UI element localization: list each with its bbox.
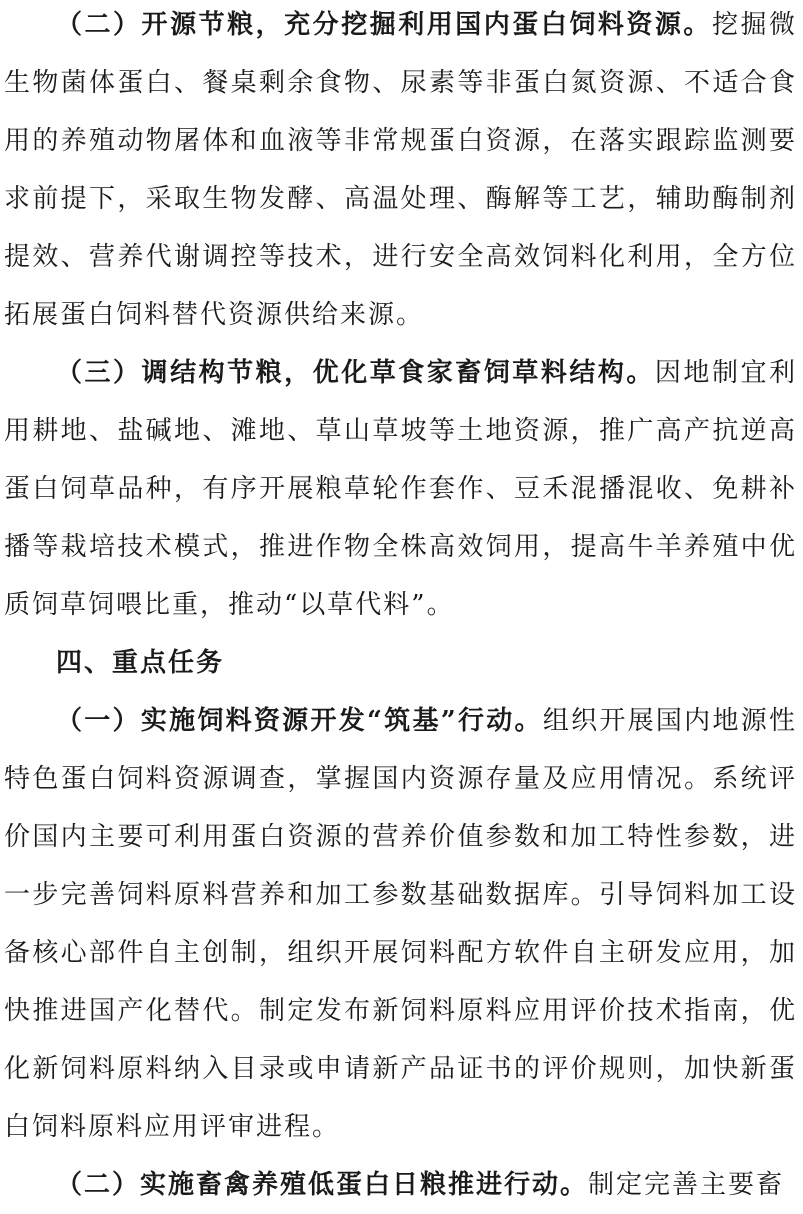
paragraph-body: 组织开展国内地源性特色蛋白饲料资源调查，掌握国内资源存量及应用情况。系统评价国内主要可利用蛋白资源的营养价值参数和加工特性参数，进一步完善饲料原料营养和加工参数基础数据库。引导饲料加工设备核心部件自主创制，组织开展饲料配方软件自主研发应用，加快推进国产化替代。制定发布新饲料原料应用评价技术指南，优化新饲料原料纳入目录或申请新产品证书的评价规则，加快新蛋白饲料原料应用评审进程。 xyxy=(4,706,797,1142)
section-heading-key-tasks: 四、重点任务 xyxy=(56,648,225,678)
paragraph-lead: （二）实施畜禽养殖低蛋白日粮推进行动。 xyxy=(56,1170,589,1200)
paragraph-open-source-grain-saving xyxy=(4,0,797,344)
paragraph-structure-grain-saving xyxy=(4,344,797,634)
paragraph-lead: （二）开源节粮，充分挖掘利用国内蛋白饲料资源。 xyxy=(56,10,712,40)
paragraph-body: 挖掘微生物菌体蛋白、餐桌剩余食物、尿素等非蛋白氮资源、不适合食用的养殖动物屠体和血液等非常规蛋白资源，在落实跟踪监测要求前提下，采取生物发酵、高温处理、酶解等工艺，辅助酶制剂提效、营养代谢调控等技术，进行安全高效饲料化利用，全方位拓展蛋白饲料替代资源供给来源。 xyxy=(4,10,797,330)
paragraph-body: 制定完善主要畜 xyxy=(588,1170,785,1200)
paragraph-lead: （一）实施饲料资源开发“筑基”行动。 xyxy=(56,706,543,736)
paragraph-body: 因地制宜利用耕地、盐碱地、滩地、草山草坡等土地资源，推广高产抗逆高蛋白饲草品种，有序开展粮草轮作套作、豆禾混播混收、免耕补播等栽培技术模式，推进作物全株高效饲用，提高牛羊养殖中优质饲草饲喂比重，推动“以草代料”。 xyxy=(4,358,797,620)
paragraph-lead: （三）调结构节粮，优化草食家畜饲草料结构。 xyxy=(56,358,655,388)
paragraph-low-protein-diet-action xyxy=(4,1156,797,1214)
paragraph-feed-resource-action xyxy=(4,692,797,1156)
